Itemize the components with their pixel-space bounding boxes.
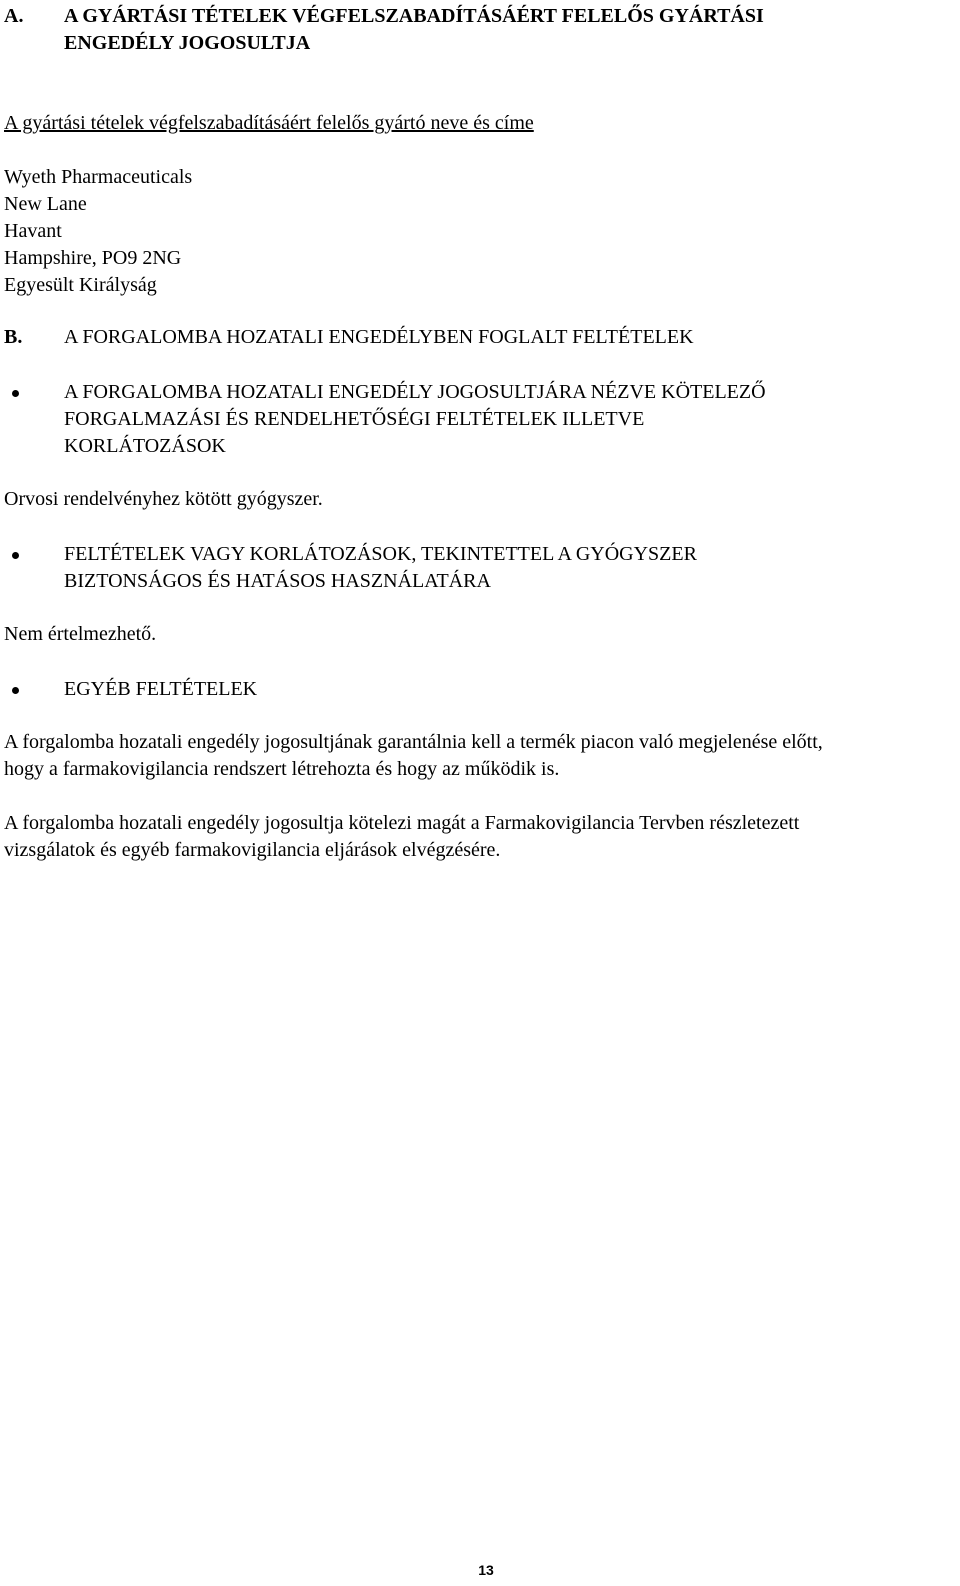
- paragraph-line: A forgalomba hozatali engedély jogosultjának garantálnia kell a termék piacon való megjelenése előtt,: [4, 731, 823, 753]
- paragraph-line: A forgalomba hozatali engedély jogosultja kötelezi magát a Farmakovigilancia Tervben részletezett: [4, 812, 800, 834]
- bullet-icon: [12, 390, 19, 397]
- bullet-3-paragraph-2: [4, 810, 956, 864]
- address-line: Havant: [4, 220, 62, 242]
- bullet-heading-2: [4, 541, 940, 595]
- section-a-title-line: ENGEDÉLY JOGOSULTJA: [64, 32, 311, 54]
- bullet-icon: [12, 552, 19, 559]
- bullet-heading-line: EGYÉB FELTÉTELEK: [64, 678, 258, 700]
- section-b-letter: B.: [4, 326, 23, 348]
- address-line: Wyeth Pharmaceuticals: [4, 166, 193, 188]
- address-line: Hampshire, PO9 2NG: [4, 247, 182, 269]
- section-a-heading: [4, 3, 940, 57]
- section-a-letter: A.: [4, 5, 24, 27]
- section-b-title: A FORGALOMBA HOZATALI ENGEDÉLYBEN FOGLALT FELTÉTELEK: [64, 326, 694, 348]
- bullet-heading-1: [4, 379, 940, 460]
- paragraph-line: hogy a farmakovigilancia rendszert létrehozta és hogy az működik is.: [4, 758, 560, 780]
- bullet-heading-line: BIZTONSÁGOS ÉS HATÁSOS HASZNÁLATÁRA: [64, 570, 491, 592]
- bullet-2-paragraph: [4, 621, 956, 648]
- manufacturer-address: [4, 164, 956, 299]
- section-a-title-line: A GYÁRTÁSI TÉTELEK VÉGFELSZABADÍTÁSÁÉRT FELELŐS GYÁRTÁSI: [64, 5, 764, 27]
- bullet-heading-3: [4, 676, 940, 703]
- bullet-heading-line: A FORGALOMBA HOZATALI ENGEDÉLY JOGOSULTJÁRA NÉZVE KÖTELEZŐ: [64, 381, 766, 403]
- bullet-icon: [12, 687, 19, 694]
- bullet-heading-text: [64, 379, 940, 460]
- bullet-1-paragraph: [4, 486, 956, 513]
- section-b-heading: [4, 324, 940, 351]
- address-line: Egyesült Királyság: [4, 274, 157, 296]
- manufacturer-subheading: A gyártási tételek végfelszabadításáért felelős gyártó neve és címe: [4, 112, 534, 134]
- bullet-heading-line: KORLÁTOZÁSOK: [64, 435, 226, 457]
- address-line: New Lane: [4, 193, 87, 215]
- bullet-heading-line: FELTÉTELEK VAGY KORLÁTOZÁSOK, TEKINTETTEL A GYÓGYSZER: [64, 543, 697, 565]
- paragraph-line: Nem értelmezhető.: [4, 623, 157, 645]
- page-number: 13: [478, 1562, 494, 1578]
- bullet-heading-line: FORGALMAZÁSI ÉS RENDELHETŐSÉGI FELTÉTELEK ILLETVE: [64, 408, 645, 430]
- section-a-title: [64, 3, 940, 57]
- bullet-heading-text: [64, 541, 940, 595]
- paragraph-line: vizsgálatok és egyéb farmakovigilancia eljárások elvégzésére.: [4, 839, 501, 861]
- paragraph-line: Orvosi rendelvényhez kötött gyógyszer.: [4, 488, 323, 510]
- bullet-3-paragraph-1: [4, 729, 956, 783]
- bullet-heading-text: [64, 676, 940, 703]
